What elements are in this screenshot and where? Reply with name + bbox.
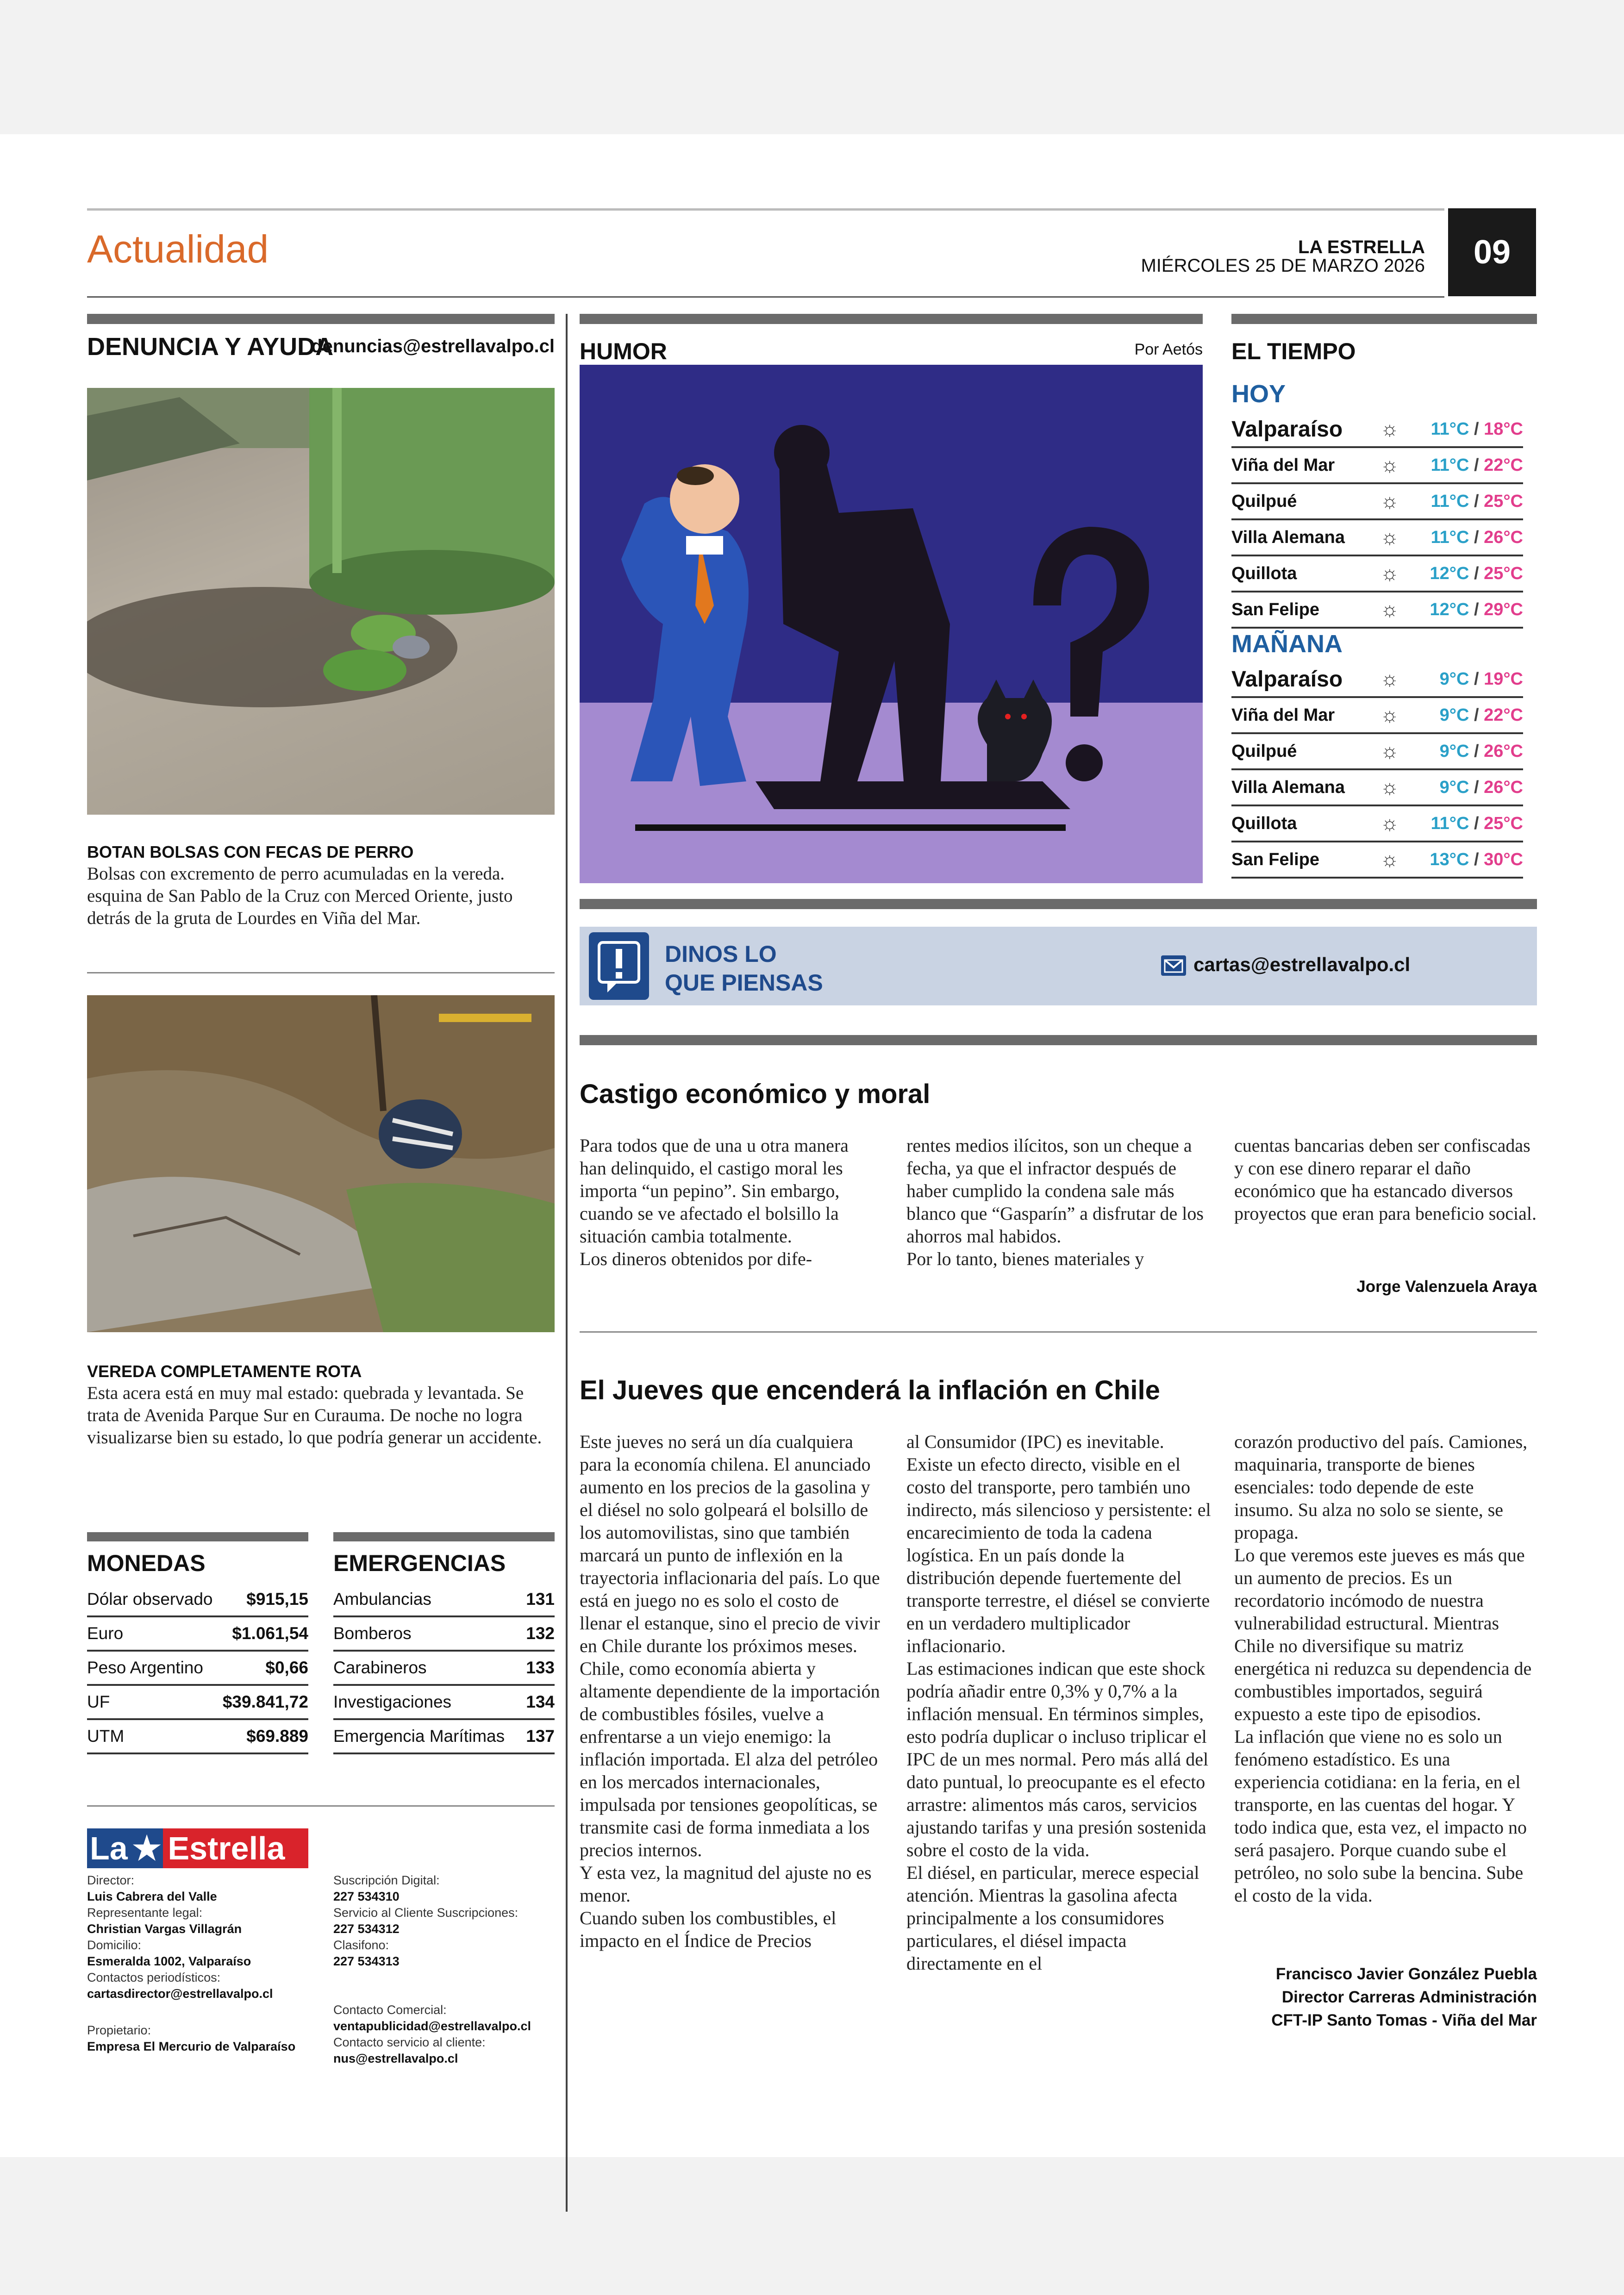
denuncia-2-heading: VEREDA COMPLETAMENTE ROTA <box>87 1362 362 1381</box>
weather-temp: 13°C / 30°C <box>1408 842 1523 878</box>
footer-divider <box>87 1805 555 1807</box>
contactos-label: Contactos periodísticos: <box>87 1971 221 1984</box>
sun-icon: ☼ <box>1371 483 1408 519</box>
monedas-label: UTM <box>87 1719 219 1753</box>
propietario-label: Propietario: <box>87 2023 151 2037</box>
table-row <box>333 1685 555 1719</box>
table-row <box>1231 697 1523 733</box>
sun-icon: ☼ <box>1371 447 1408 483</box>
letter2-col3: corazón productivo del país. Camiones, maquinaria, transporte de bienes esenciales: todo depende de este insumo. Su alza no solo se siente, se propaga. Lo que veremos este jueves es más que un aumento de precios. Es un recordatorio incómodo de nuestra vulnerabilidad estructural. Mientras Chile no diversifique su matriz energética ni reduzca su dependencia de combustibles importados, seguirá expuesto a este tipo de episodios. La inflación que viene no es solo un fenómeno estadístico. Es una experiencia cotidiana: en la feria, en el transporte, en las cuentas del hogar. Y todo indica que, esta vez, el impacto no será pasajero. Porque cuando sube el petróleo, no solo sube la bencina. Sube el costo de la vida. <box>1234 1431 1532 1906</box>
photo-dog-bags <box>87 388 555 815</box>
emergencias-table <box>333 1583 555 1754</box>
table-row <box>333 1616 555 1651</box>
sun-icon: ☼ <box>1371 519 1408 555</box>
denuncia-email[interactable]: denuncias@estrellavalpo.cl <box>311 336 555 356</box>
servicio-value: 227 534312 <box>333 1922 400 1936</box>
comercial-email[interactable]: ventapublicidad@estrellavalpo.cl <box>333 2019 531 2033</box>
weather-title: EL TIEMPO <box>1231 338 1356 364</box>
monedas-label: Peso Argentino <box>87 1651 219 1685</box>
header-bottom-rule <box>87 296 1444 298</box>
propietario-value: Empresa El Mercurio de Valparaíso <box>87 2039 296 2053</box>
emergencias-value: 137 <box>523 1719 555 1753</box>
letter-divider <box>580 1331 1537 1333</box>
domicilio-label: Domicilio: <box>87 1938 142 1952</box>
logo-la: La <box>87 1828 131 1868</box>
clasifono-label: Clasifono: <box>333 1938 389 1952</box>
emergencias-value: 133 <box>523 1651 555 1685</box>
weather-tomorrow-table <box>1231 662 1523 879</box>
letter2-signature <box>1271 1963 1537 2032</box>
sun-icon: ☼ <box>1371 805 1408 842</box>
emergencias-label: Investigaciones <box>333 1685 523 1719</box>
letter1-col3: cuentas bancarias deben ser confiscadas y con ese dinero reparar el daño económico que ha estancado diversos proyectos que eran para beneficio social. <box>1234 1135 1537 1224</box>
monedas-value: $1.061,54 <box>219 1616 308 1651</box>
letter2-col1: Este jueves no será un día cualquiera para la economía chilena. El anunciado aumento en los precios de la gasolina y el diésel no solo golpeará el bolsillo de los automovilistas, sino que también marcará un punto de inflexión en la trayectoria inflacionaria del país. Lo que está en juego no es solo el costo de llenar el estanque, sino el precio de vivir en Chile durante los próximos meses. Chile, como economía abierta y altamente dependiente de la importación de combustibles fósiles, vuelve a enfrentarse a un viejo enemigo: la inflación importada. El alza del petróleo en los mercados internacionales, impulsada por tensiones geopolíticas, se transmite casi de forma inmediata a los precios internos. Y esta vez, la magnitud del ajuste no es menor. Cuando suben los combustibles, el impacto en el Índice de Precios <box>580 1431 880 1951</box>
masthead-left <box>87 1872 319 2055</box>
denuncia-1-text: Bolsas con excremento de perro acumuladas en la vereda. esquina de San Pablo de la Cruz con Merced Oriente, justo detrás de la gruta de Lourdes en Viña del Mar. <box>87 864 513 928</box>
director-name: Luis Cabrera del Valle <box>87 1890 217 1903</box>
weather-city: Quillota <box>1231 805 1371 842</box>
monedas-label: UF <box>87 1685 219 1719</box>
denuncia-top-bar <box>87 314 555 324</box>
weather-city: Villa Alemana <box>1231 519 1371 555</box>
weather-city: San Felipe <box>1231 842 1371 878</box>
humor-cartoon <box>580 365 1203 883</box>
weather-temp: 12°C / 25°C <box>1408 555 1523 592</box>
table-row <box>1231 555 1523 592</box>
weather-city: Valparaíso <box>1231 662 1371 697</box>
alert-icon <box>589 932 649 1000</box>
rep-name: Christian Vargas Villagrán <box>87 1922 242 1936</box>
emergencias-value: 131 <box>523 1583 555 1616</box>
comercial-label: Contacto Comercial: <box>333 2003 447 2017</box>
letter2-col2: al Consumidor (IPC) es inevitable. Existe un efecto directo, visible en el costo del transporte, pero también uno indirecto, más silencioso y persistente: el encarecimiento de toda la cadena logística. En un país donde la distribución depende fuertemente del transporte terrestre, el diésel se convierte en un verdadero multiplicador inflacionario. Las estimaciones indican que este shock podría añadir entre 0,3% y 0,7% a la inflación mensual. En términos simples, esto podría duplicar o incluso triplicar el IPC de un mes normal. Pero más allá del dato puntual, lo preocupante es el efecto arrastre: alimentos más caros, servicios ajustando tarifas y una presión sostenida sobre el costo de la vida. El diésel, en particular, merece especial atención. Mientras la gasolina afecta principalmente a los consumidores particulares, el diésel impacta directamente en el <box>906 1431 1211 1974</box>
sun-icon: ☼ <box>1371 592 1408 628</box>
monedas-label: Euro <box>87 1616 219 1651</box>
photo-broken-sidewalk <box>87 995 555 1332</box>
logo-estrella: Estrella <box>163 1828 308 1868</box>
table-row <box>1231 519 1523 555</box>
weather-temp: 11°C / 22°C <box>1408 447 1523 483</box>
letter1-title: Castigo económico y moral <box>580 1079 931 1109</box>
monedas-value: $39.841,72 <box>219 1685 308 1719</box>
star-icon: ★ <box>131 1828 163 1868</box>
weather-tomorrow-label: MAÑANA <box>1231 630 1343 658</box>
table-row <box>1231 769 1523 805</box>
letter1-bar <box>580 1035 1537 1045</box>
weather-temp: 11°C / 25°C <box>1408 805 1523 842</box>
weather-city: Viña del Mar <box>1231 447 1371 483</box>
newspaper-page <box>0 134 1624 2157</box>
weather-city: Viña del Mar <box>1231 697 1371 733</box>
table-row <box>333 1583 555 1616</box>
sun-icon: ☼ <box>1371 412 1408 447</box>
suscr-value: 227 534310 <box>333 1890 400 1903</box>
table-row <box>1231 733 1523 769</box>
weather-temp: 11°C / 25°C <box>1408 483 1523 519</box>
table-row <box>1231 412 1523 447</box>
monedas-value: $915,15 <box>219 1583 308 1616</box>
denuncia-title: DENUNCIA Y AYUDA <box>87 333 334 361</box>
estrella-logo <box>87 1828 308 1868</box>
paper-date: MIÉRCOLES 25 DE MARZO 2026 <box>1141 256 1425 276</box>
table-row <box>1231 592 1523 628</box>
suscr-label: Suscripción Digital: <box>333 1873 440 1887</box>
paper-name: LA ESTRELLA <box>1298 237 1425 257</box>
dinos-line2: QUE PIENSAS <box>665 970 823 996</box>
weather-city: San Felipe <box>1231 592 1371 628</box>
monedas-value: $69.889 <box>219 1719 308 1753</box>
weather-city: Villa Alemana <box>1231 769 1371 805</box>
sun-icon: ☼ <box>1371 842 1408 878</box>
weather-temp: 9°C / 22°C <box>1408 697 1523 733</box>
section-title: Actualidad <box>87 227 269 271</box>
header-top-rule <box>87 208 1444 211</box>
sun-icon: ☼ <box>1371 662 1408 697</box>
weather-temp: 9°C / 19°C <box>1408 662 1523 697</box>
table-row <box>1231 842 1523 878</box>
table-row <box>87 1685 308 1719</box>
table-row <box>87 1616 308 1651</box>
table-row <box>87 1583 308 1616</box>
emergencias-title: EMERGENCIAS <box>333 1550 506 1576</box>
dinos-top-bar <box>580 899 1537 909</box>
letter1-author: Jorge Valenzuela Araya <box>1356 1278 1537 1296</box>
weather-temp: 11°C / 18°C <box>1408 412 1523 447</box>
weather-city: Quillota <box>1231 555 1371 592</box>
table-row <box>87 1719 308 1753</box>
sun-icon: ☼ <box>1371 769 1408 805</box>
emergencias-label: Emergencia Marítimas <box>333 1719 523 1753</box>
table-row <box>333 1651 555 1685</box>
letter1-col1: Para todos que de una u otra manera han delinquido, el castigo moral les importa “un pepino”. Sin embargo, cuando se ve afectado el bolsillo la situación cambia totalmente. Los dineros obtenidos por dife- <box>580 1135 849 1269</box>
letter2-author-name: Francisco Javier González Puebla <box>1275 1965 1537 1983</box>
letter2-title: El Jueves que encenderá la inflación en Chile <box>580 1375 1160 1405</box>
table-row <box>1231 805 1523 842</box>
monedas-bar <box>87 1532 308 1541</box>
table-row <box>87 1651 308 1685</box>
denuncia-2-text: Esta acera está en muy mal estado: quebrada y levantada. Se trata de Avenida Parque Sur en Curauma. De noche no logra visualizarse bien su estado, lo que podría generar un accidente. <box>87 1383 542 1447</box>
mail-icon <box>1161 955 1186 976</box>
emergencias-label: Ambulancias <box>333 1583 523 1616</box>
rep-label: Representante legal: <box>87 1906 203 1920</box>
humor-title: HUMOR <box>580 338 667 364</box>
emergencias-bar <box>333 1532 555 1541</box>
page-number: 09 <box>1448 208 1536 296</box>
denuncia-divider <box>87 972 555 973</box>
weather-today-label: HOY <box>1231 380 1286 408</box>
sun-icon: ☼ <box>1371 555 1408 592</box>
weather-bar <box>1231 314 1537 324</box>
monedas-title: MONEDAS <box>87 1550 206 1576</box>
table-row <box>1231 447 1523 483</box>
weather-temp: 11°C / 26°C <box>1408 519 1523 555</box>
letter2-author-org: CFT-IP Santo Tomas - Viña del Mar <box>1271 2011 1537 2029</box>
emergencias-value: 134 <box>523 1685 555 1719</box>
weather-temp: 9°C / 26°C <box>1408 733 1523 769</box>
cliente-email[interactable]: nus@estrellavalpo.cl <box>333 2052 458 2065</box>
monedas-label: Dólar observado <box>87 1583 219 1616</box>
dinos-line1: DINOS LO <box>665 941 777 967</box>
masthead-right <box>333 1872 565 2067</box>
weather-city: Quilpué <box>1231 733 1371 769</box>
dinos-title <box>665 940 823 997</box>
domicilio-value: Esmeralda 1002, Valparaíso <box>87 1954 251 1968</box>
weather-city: Quilpué <box>1231 483 1371 519</box>
letter2-author-role: Director Carreras Administración <box>1281 1988 1537 2006</box>
dinos-email[interactable]: cartas@estrellavalpo.cl <box>1193 954 1411 975</box>
table-row <box>1231 662 1523 697</box>
clasifono-value: 227 534313 <box>333 1954 400 1968</box>
emergencias-value: 132 <box>523 1616 555 1651</box>
table-row <box>1231 483 1523 519</box>
servicio-label: Servicio al Cliente Suscripciones: <box>333 1906 518 1920</box>
letter1-col2: rentes medios ilícitos, son un cheque a fecha, ya que el infractor después de haber cumplido la condena sale más blanco que “Gasparín” a disfrutar de los ahorros mal habidos. Por lo tanto, bienes materiales y <box>906 1135 1204 1269</box>
column-rule <box>566 314 568 2212</box>
cliente-label: Contacto servicio al cliente: <box>333 2035 486 2049</box>
denuncia-1-heading: BOTAN BOLSAS CON FECAS DE PERRO <box>87 842 414 861</box>
weather-city: Valparaíso <box>1231 412 1371 447</box>
contactos-email[interactable]: cartasdirector@estrellavalpo.cl <box>87 1987 273 2001</box>
sun-icon: ☼ <box>1371 697 1408 733</box>
sun-icon: ☼ <box>1371 733 1408 769</box>
weather-today-table <box>1231 412 1523 629</box>
director-label: Director: <box>87 1873 135 1887</box>
dinos-banner <box>580 927 1537 1005</box>
weather-temp: 12°C / 29°C <box>1408 592 1523 628</box>
humor-bar <box>580 314 1203 324</box>
emergencias-label: Carabineros <box>333 1651 523 1685</box>
weather-temp: 9°C / 26°C <box>1408 769 1523 805</box>
table-row <box>333 1719 555 1753</box>
humor-byline: Por Aetós <box>1134 341 1203 358</box>
monedas-table <box>87 1583 308 1754</box>
monedas-value: $0,66 <box>219 1651 308 1685</box>
emergencias-label: Bomberos <box>333 1616 523 1651</box>
